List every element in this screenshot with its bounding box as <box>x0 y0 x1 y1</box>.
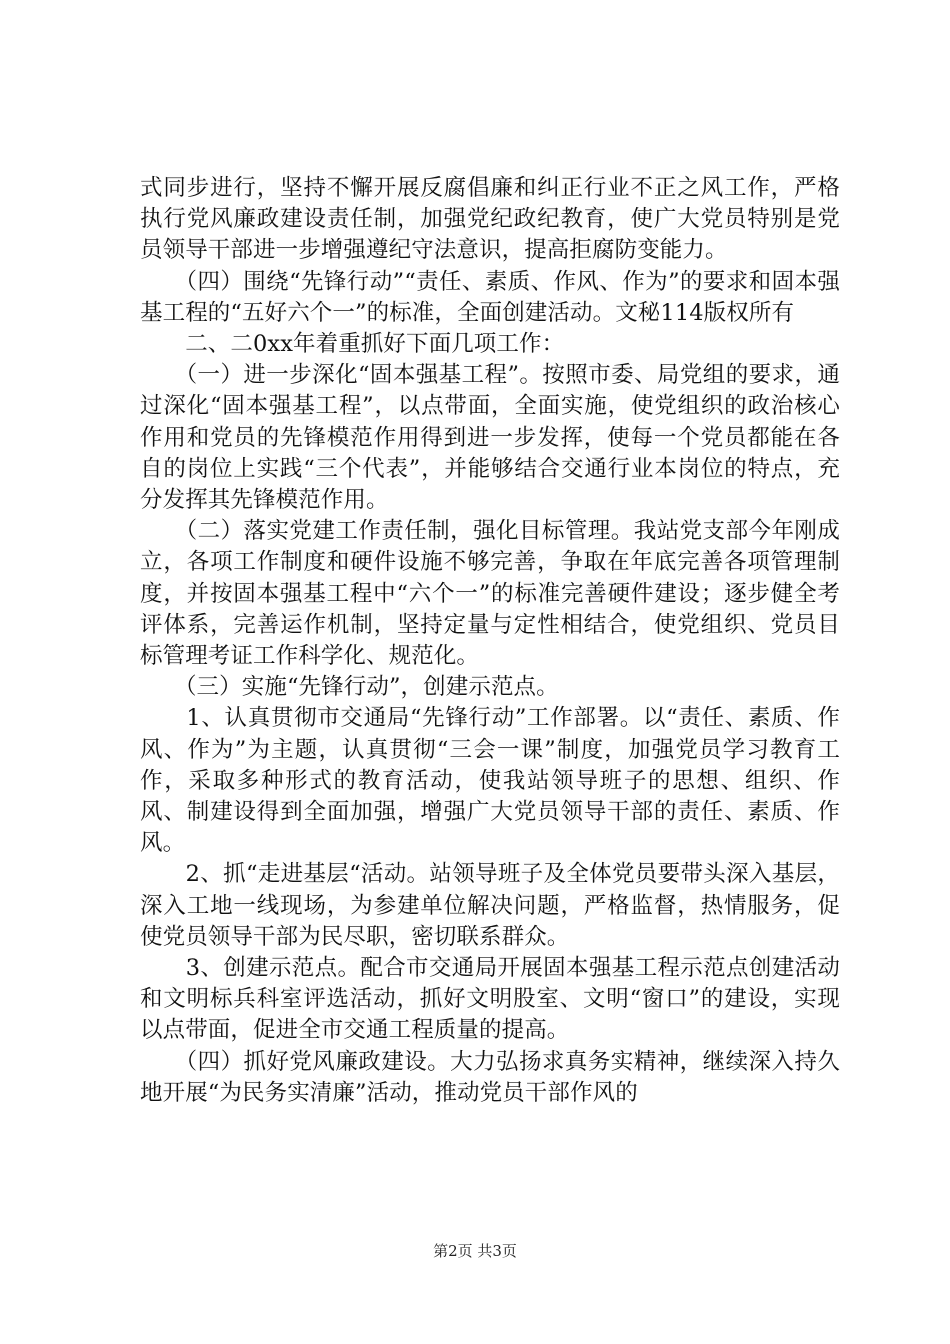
paragraph-2: （四）围绕“先锋行动”“责任、素质、作风、作为”的要求和固本强基工程的“五好六个一”的标准，全面创建活动。文秘114版权所有 <box>140 268 840 326</box>
paragraph-6: （三）实施“先锋行动”，创建示范点。 <box>140 674 559 701</box>
paragraph-5: （二）落实党建工作责任制，强化目标管理。我站党支部今年刚成立，各项工作制度和硬件设施不够完善，争取在年底完善各项管理制度，并按固本强基工程中“六个一”的标准完善硬件建设；逐步健全考评体系，完善运作机制，坚持定量与定性相结合，使党组织、党员目标管理考证工作科学化、规范化。 <box>140 518 840 670</box>
paragraph-8: 2、抓“走进基层“活动。站领导班子及全体党员要带头深入基层，深入工地一线现场，为参建单位解决问题，严格监督，热情服务，促使党员领导干部为民尽职，密切联系群众。 <box>140 861 840 950</box>
paragraph-7: 1、认真贯彻市交通局“先锋行动”工作部署。以“责任、素质、作风、作为”为主题，认真贯彻“三会一课”制度，加强党员学习教育工作，采取多种形式的教育活动，使我站领导班子的思想、组织、作风、制建设得到全面加强，增强广大党员领导干部的责任、素质、作风。 <box>140 705 840 857</box>
paragraph-9: 3、创建示范点。配合市交通局开展固本强基工程示范点创建活动和文明标兵科室评选活动，抓好文明股室、文明“窗口”的建设，实现以点带面，促进全市交通工程质量的提高。 <box>140 955 840 1044</box>
document-body <box>140 173 840 1109</box>
paragraph-4: （一）进一步深化“固本强基工程”。按照市委、局党组的要求，通过深化“固本强基工程”，以点带面，全面实施，使党组织的政治核心作用和党员的先锋模范作用得到进一步发挥，使每一个党员都能在各自的岗位上实践“三个代表”，并能够结合交通行业本岗位的特点，充分发挥其先锋模范作用。 <box>140 362 840 514</box>
page-footer <box>0 1241 950 1261</box>
page-number-label: 第2页 共3页 <box>433 1242 517 1260</box>
paragraph-3: 二、二0xx年着重抓好下面几项工作： <box>140 331 565 358</box>
paragraph-1: 式同步进行，坚持不懈开展反腐倡廉和纠正行业不正之风工作，严格执行党风廉政建设责任制，加强党纪政纪教育，使广大党员特别是党员领导干部进一步增强遵纪守法意识，提高拒腐防变能力。 <box>140 175 840 264</box>
paragraph-10: （四）抓好党风廉政建设。大力弘扬求真务实精神，继续深入持久地开展“为民务实清廉”活动，推动党员干部作风的 <box>140 1048 840 1106</box>
